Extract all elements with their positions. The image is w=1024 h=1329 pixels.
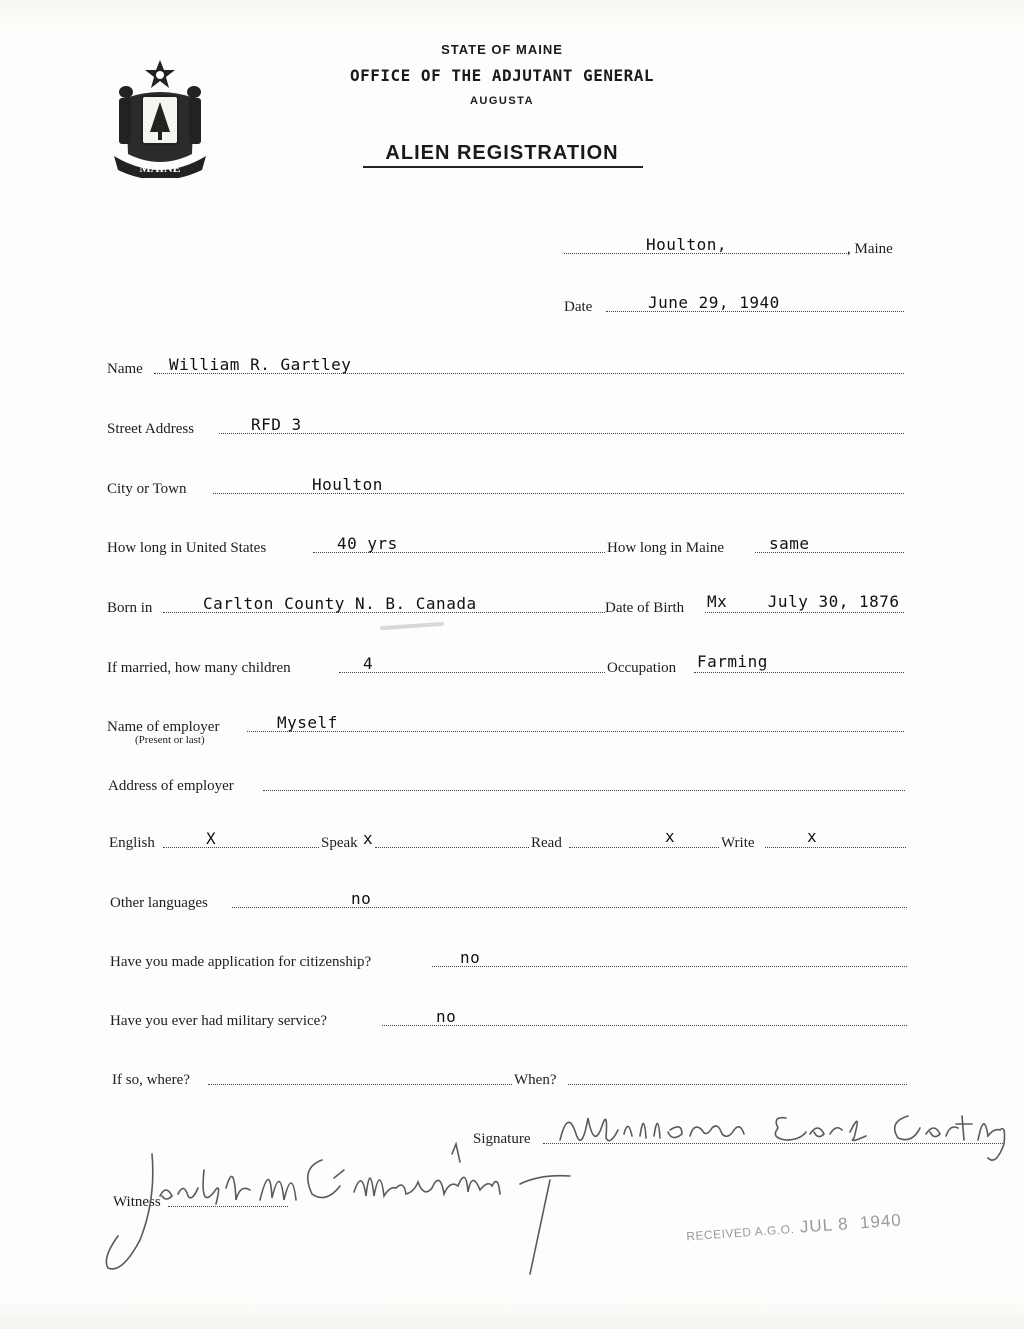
how-long-maine-value: same [769,534,810,553]
military-label: Have you ever had military service? [110,1013,327,1029]
occupation-label: Occupation [607,660,677,676]
residence-row [107,531,907,559]
city-row [107,472,907,500]
other-languages-row [110,886,910,914]
service-details-row [112,1063,912,1091]
city-heading: AUGUSTA [469,95,535,107]
svg-text:MAINE: MAINE [139,161,181,175]
birth-row [107,591,927,619]
employer-sublabel: (Present or last) [135,734,205,746]
speak-label: Speak [321,835,358,851]
street-value: RFD 3 [251,415,302,434]
signature-label: Signature [473,1131,531,1147]
place-suffix: , Maine [847,241,893,257]
office-heading: OFFICE OF THE ADJUTANT GENERAL [350,66,654,85]
signature-handwriting [548,1100,1024,1180]
received-stamp [686,1210,903,1245]
english-value: X [206,829,217,848]
date-row [560,290,910,318]
how-long-maine-label: How long in Maine [607,540,725,556]
read-value: x [665,827,676,846]
other-languages-value: no [351,889,372,908]
citizenship-value: no [460,948,481,967]
read-label: Read [531,835,562,851]
name-row [107,352,907,380]
citizenship-label: Have you made application for citizenship? [110,954,372,970]
city-label: City or Town [107,481,187,497]
employer-address-row [108,769,908,797]
date-value: June 29, 1940 [648,293,780,312]
name-label: Name [107,361,143,377]
stamp-date: JUL 8 1940 [799,1210,903,1237]
name-value: William R. Gartley [169,355,352,374]
military-value: no [436,1007,457,1026]
place-value: Houlton, [646,235,728,254]
street-row [107,412,907,440]
dob-label: Date of Birth [605,600,685,616]
children-value: 4 [363,654,374,673]
when-label: When? [514,1072,557,1088]
how-long-us-value: 40 yrs [337,534,398,553]
speak-value: x [363,829,374,848]
street-label: Street Address [107,421,195,437]
other-languages-label: Other languages [110,895,208,911]
citizenship-row [110,945,910,973]
occupation-value: Farming [697,652,768,671]
state-heading: STATE OF MAINE [441,42,563,57]
write-label: Write [721,835,755,851]
english-label: English [109,835,155,851]
born-in-value: Carlton County N. B. Canada [203,594,477,613]
witness-label: Witness [113,1194,161,1210]
where-label: If so, where? [112,1072,190,1088]
ink-smudge [380,622,444,630]
write-value: x [807,827,818,846]
city-value: Houlton [312,475,383,494]
born-in-label: Born in [107,600,153,616]
employer-label: Name of employer [107,719,220,735]
english-row [109,826,909,854]
place-row [560,232,910,260]
how-long-us-label: How long in United States [107,540,267,556]
employer-value: Myself [277,713,338,732]
title-underline [363,166,643,168]
military-row [110,1004,910,1032]
stamp-prefix: RECEIVED A.G.O. [685,1221,795,1244]
employer-row [107,710,907,746]
witness-signature-handwriting [100,1140,590,1280]
children-label: If married, how many children [107,660,291,676]
date-label: Date [564,299,593,315]
form-title: ALIEN REGISTRATION [385,142,619,164]
family-row [107,651,907,679]
dob-value: Mx July 30, 1876 [707,592,900,611]
employer-address-label: Address of employer [108,778,234,794]
